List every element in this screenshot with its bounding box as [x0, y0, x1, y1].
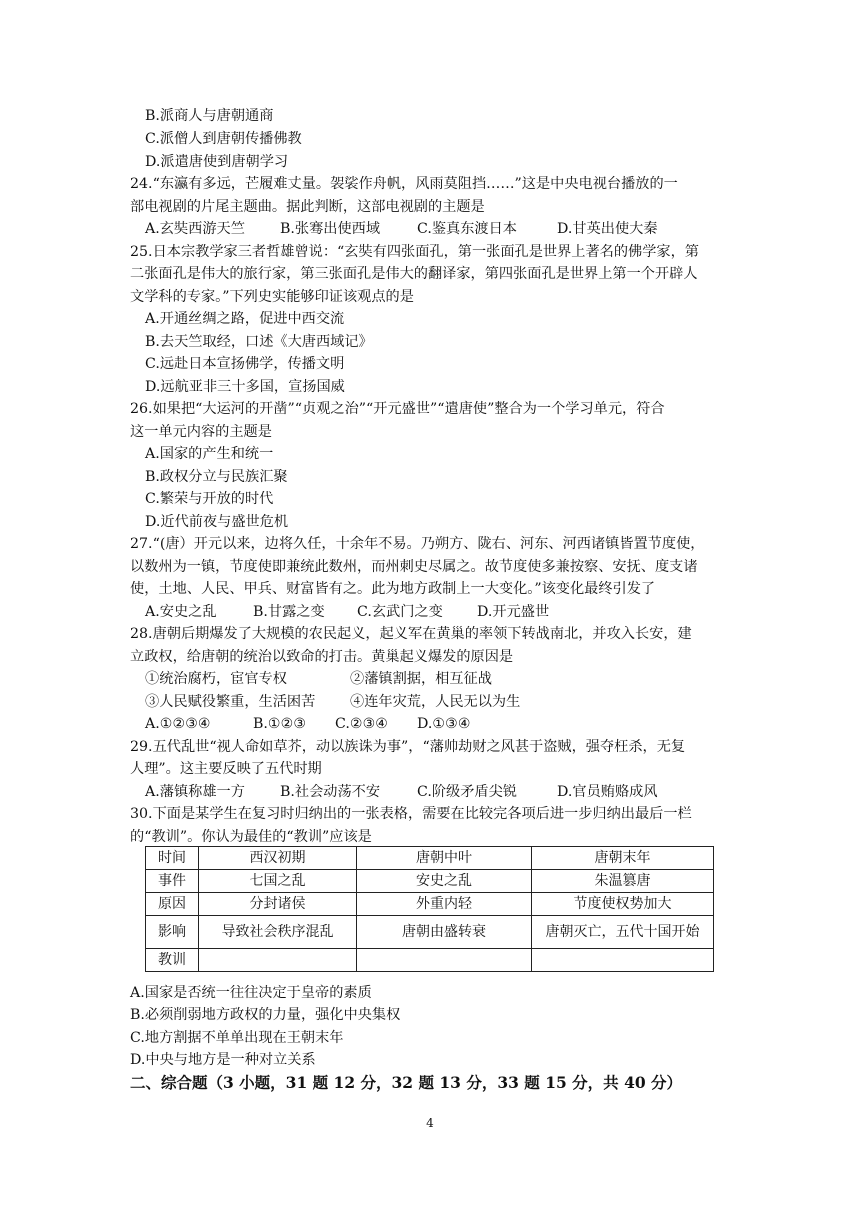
table-cell: 朱温篡唐 [532, 870, 714, 893]
table-cell: 唐朝中叶 [357, 847, 532, 870]
q27-option-d: D.开元盛世 [477, 604, 550, 620]
q27-option-b: B.甘露之变 [253, 604, 325, 620]
table-cell: 教训 [146, 949, 199, 972]
q23-option-d: D.派遣唐使到唐朝学习 [145, 154, 289, 170]
q25-stem-line1: 25.日本宗教学家三者哲雄曾说：“玄奘有四张面孔，第一张面孔是世界上著名的佛学家，第 [130, 244, 699, 260]
q25-option-b: B.去天竺取经，口述《大唐西域记》 [145, 334, 373, 350]
q26-option-b: B.政权分立与民族汇聚 [145, 469, 288, 485]
q27-option-c: C.玄武门之变 [357, 604, 443, 620]
q29-stem-line2: 人理”。这主要反映了五代时期 [130, 761, 322, 777]
q26-option-d: D.近代前夜与盛世危机 [145, 514, 289, 530]
table-cell [532, 949, 714, 972]
section-heading: 二、综合题（3 小题，31 题 12 分，32 题 13 分，33 题 15 分，共 40 分） [130, 1073, 683, 1092]
table-cell: 节度使权势加大 [532, 893, 714, 916]
comparison-table [145, 846, 714, 972]
table-cell: 时间 [146, 847, 199, 870]
q25-option-c: C.远赴日本宣扬佛学，传播文明 [145, 356, 345, 372]
q29-option-c: C.阶级矛盾尖锐 [417, 784, 517, 800]
table-row-effect [146, 916, 714, 949]
q28-option-a: A.①②③④ [145, 716, 211, 732]
q26-option-a: A.国家的产生和统一 [145, 446, 274, 462]
table-row-time [146, 847, 714, 870]
table-cell [199, 949, 357, 972]
q28-item-4: ④连年灾荒，人民无以为生 [350, 694, 521, 710]
q28-item-1: ①统治腐朽，宦官专权 [145, 671, 287, 687]
q27-stem-line2: 以数州为一镇，节度使即兼统此数州，而州刺史尽属之。故节度使多兼按察、安抚、度支诸 [130, 559, 698, 575]
q24-stem-line2: 部电视剧的片尾主题曲。据此判断，这部电视剧的主题是 [130, 199, 485, 215]
table-cell: 西汉初期 [199, 847, 357, 870]
table-cell: 唐朝由盛转衰 [357, 916, 532, 949]
q28-stem-line2: 立政权，给唐朝的统治以致命的打击。黄巢起义爆发的原因是 [130, 649, 514, 665]
q28-option-b: B.①②③ [253, 716, 307, 732]
q29-stem-line1: 29.五代乱世“视人命如草芥，动以族诛为事”，“藩帅劫财之风甚于盗贼，强夺枉杀，无复 [130, 739, 686, 755]
q30-stem-line2: 的“教训”。你认为最佳的“教训”应该是 [130, 829, 372, 845]
table-row-event [146, 870, 714, 893]
q26-stem-line1: 26.如果把“大运河的开凿”“贞观之治”“开元盛世”“遣唐使”整合为一个学习单元，符合 [130, 401, 665, 417]
table-cell: 七国之乱 [199, 870, 357, 893]
q30-option-b: B.必须削弱地方政权的力量，强化中央集权 [130, 1007, 401, 1023]
q26-stem-line2: 这一单元内容的主题是 [130, 424, 272, 440]
q24-option-a: A.玄奘西游天竺 [145, 221, 245, 237]
q28-option-c: C.②③④ [335, 716, 389, 732]
table-cell: 分封诸侯 [199, 893, 357, 916]
q24-option-d: D.甘英出使大秦 [557, 221, 658, 237]
q30-option-a: A.国家是否统一往往决定于皇帝的素质 [130, 985, 372, 1001]
q25-option-a: A.开通丝绸之路，促进中西交流 [145, 311, 345, 327]
q24-option-c: C.鉴真东渡日本 [417, 221, 517, 237]
q30-stem-line1: 30.下面是某学生在复习时归纳出的一张表格，需要在比较完各项后进一步归纳出最后一栏 [130, 806, 692, 822]
q29-option-d: D.官员贿赂成风 [557, 784, 658, 800]
q23-option-c: C.派僧人到唐朝传播佛教 [145, 131, 302, 147]
table-row-cause [146, 893, 714, 916]
q30-option-d: D.中央与地方是一种对立关系 [130, 1052, 316, 1068]
q25-stem-line3: 文学科的专家。”下列史实能够印证该观点的是 [130, 289, 414, 305]
table-cell: 外重内轻 [357, 893, 532, 916]
q25-option-d: D.远航亚非三十多国，宣扬国威 [145, 379, 345, 395]
q27-stem-line1: 27.“(唐）开元以来，边将久任，十余年不易。乃朔方、陇右、河东、河西诸镇皆置节度使， [130, 536, 705, 552]
q23-option-b: B.派商人与唐朝通商 [145, 108, 274, 124]
table-cell: 事件 [146, 870, 199, 893]
q27-stem-line3: 使，土地、人民、甲兵、财富皆有之。此为地方政制上一大变化。”该变化最终引发了 [130, 581, 656, 597]
table-cell: 唐朝末年 [532, 847, 714, 870]
q24-stem-line1: 24.“东瀛有多远，芒履难丈量。袈裟作舟帆，风雨莫阻挡……”这是中央电视台播放的一 [130, 176, 678, 192]
q29-option-a: A.藩镇称雄一方 [145, 784, 245, 800]
table-cell: 原因 [146, 893, 199, 916]
q25-stem-line2: 二张面孔是伟大的旅行家，第三张面孔是伟大的翻译家，第四张面孔是世界上第一个开辟人 [130, 266, 698, 282]
q30-option-c: C.地方割据不单单出现在王朝末年 [130, 1030, 344, 1046]
table-cell: 安史之乱 [357, 870, 532, 893]
q27-option-a: A.安史之乱 [145, 604, 217, 620]
table-cell: 唐朝灭亡，五代十国开始 [532, 916, 714, 949]
q29-option-b: B.社会动荡不安 [280, 784, 381, 800]
q28-option-d: D.①③④ [417, 716, 471, 732]
q28-item-2: ②藩镇割据，相互征战 [350, 671, 492, 687]
table-cell [357, 949, 532, 972]
table-cell: 导致社会秩序混乱 [199, 916, 357, 949]
q24-option-b: B.张骞出使西域 [280, 221, 381, 237]
q28-item-3: ③人民赋役繁重，生活困苦 [145, 694, 316, 710]
page-number: 4 [426, 1116, 434, 1130]
table-cell: 影响 [146, 916, 199, 949]
q28-stem-line1: 28.唐朝后期爆发了大规模的农民起义，起义军在黄巢的率领下转战南北，并攻入长安，建 [130, 626, 692, 642]
q26-option-c: C.繁荣与开放的时代 [145, 491, 274, 507]
table-row-lesson [146, 949, 714, 972]
